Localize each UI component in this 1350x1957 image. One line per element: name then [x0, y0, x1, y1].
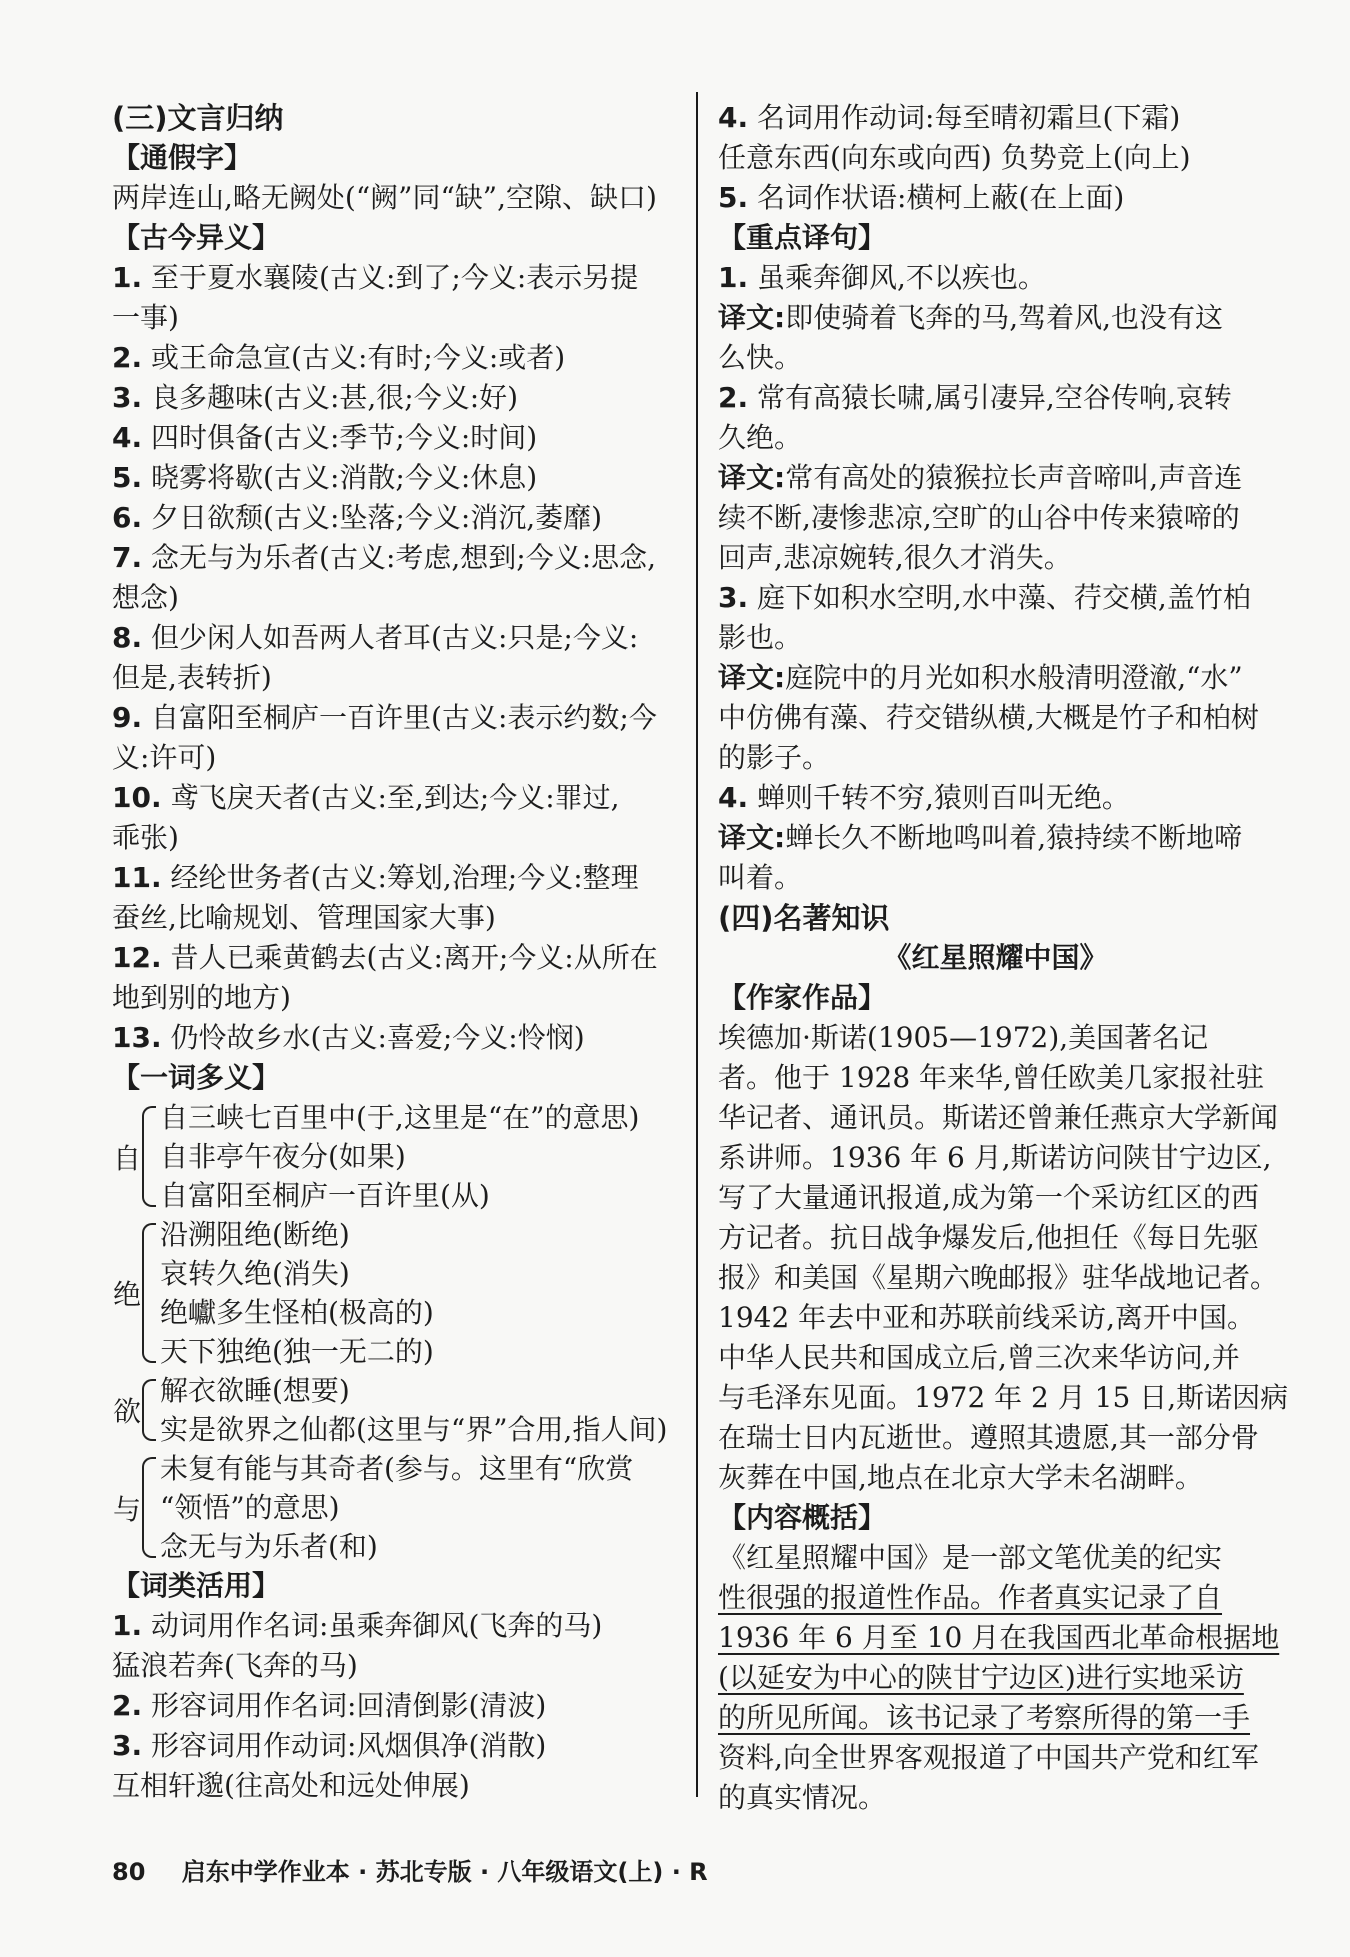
gujin-item — [112, 858, 677, 898]
author-line: 1942 年去中亚和苏联前线采访,离开中国。 — [718, 1301, 1256, 1334]
translation-label: 译文: — [718, 661, 786, 694]
gujin-list — [112, 258, 677, 1058]
item-number: 3. — [718, 581, 749, 614]
brace-icon — [142, 1457, 156, 1558]
item-number: 2. — [112, 341, 143, 374]
footer-title: 启东中学作业本 · 苏北专版 · 八年级语文(上) · R — [181, 1858, 708, 1886]
item-text: 念无与为乐者(古义:考虑,想到;今义:思念, — [151, 541, 657, 574]
gujin-item — [112, 1018, 677, 1058]
author-line: 者。他于 1928 年来华,曾任欧美几家报社驻 — [718, 1061, 1264, 1094]
author-line: 中华人民共和国成立后,曾三次来华访问,并 — [718, 1341, 1240, 1374]
item-number: 9. — [112, 701, 143, 734]
item-text: 但少闲人如吾两人者耳(古义:只是;今义: — [151, 621, 639, 654]
cilei-item — [112, 1766, 677, 1806]
source-text: 蝉则千转不穷,猿则百叫无绝。 — [757, 781, 1130, 814]
yiju-translation — [718, 338, 1273, 378]
section-title-mingzhu: (四)名著知识 — [718, 901, 890, 935]
cilei-item — [718, 178, 1273, 218]
polysemy-group — [112, 1098, 677, 1215]
cilei-item — [112, 1606, 677, 1646]
translation-label: 译文: — [718, 461, 786, 494]
polysemy-example: “领悟”的意思) — [160, 1491, 340, 1524]
cilei-list — [112, 1606, 677, 1806]
item-text: 仍怜故乡水(古义:喜爱;今义:怜悯) — [170, 1021, 585, 1054]
section-title-wenyan: (三)文言归纳 — [112, 101, 284, 135]
translation-label: 译文: — [718, 301, 786, 334]
cilei-item — [112, 1686, 677, 1726]
author-line: 方记者。抗日战争爆发后,他担任《每日先驱 — [718, 1221, 1259, 1254]
item-number: 4. — [718, 101, 749, 134]
yiju-source — [718, 378, 1273, 418]
content-line: 1936 年 6 月至 10 月在我国西北革命根据地 — [718, 1621, 1280, 1654]
author-paragraph — [718, 1018, 1289, 1498]
translation-label: 译文: — [718, 821, 786, 854]
gujin-item-cont: 想念) — [112, 581, 179, 614]
source-text: 久绝。 — [718, 421, 803, 454]
polysemy-char: 自 — [112, 1141, 141, 1175]
yiju-translation — [718, 458, 1273, 498]
cilei-list-continued — [718, 98, 1273, 218]
right-column — [718, 98, 1289, 1818]
yiju-translation — [718, 658, 1273, 698]
translation-text: 续不断,凄惨悲凉,空旷的山谷中传来猿啼的 — [718, 501, 1240, 534]
cilei-item — [112, 1726, 677, 1766]
brace-icon — [142, 1379, 156, 1441]
item-text: 经纶世务者(古义:筹划,治理;今义:整理 — [170, 861, 639, 894]
polysemy-example: 未复有能与其奇者(参与。这里有“欣赏 — [160, 1452, 634, 1485]
yiju-source — [718, 258, 1273, 298]
translation-text: 蝉长久不断地鸣叫着,猿持续不断地啼 — [785, 821, 1243, 854]
tongjiazi-line: 两岸连山,略无阙处(“阙”同“缺”,空隙、缺口) — [112, 181, 657, 214]
gujin-item — [112, 698, 677, 738]
author-line: 华记者、通讯员。斯诺还曾兼任燕京大学新闻 — [718, 1101, 1279, 1134]
polysemy-char: 绝 — [112, 1278, 141, 1311]
polysemy-example: 自三峡七百里中(于,这里是“在”的意思) — [160, 1101, 640, 1134]
heading-tongjiazi: 【通假字】 — [112, 141, 253, 174]
yiju-translation — [718, 298, 1273, 338]
polysemy-group — [112, 1215, 677, 1371]
brace-icon — [142, 1106, 156, 1207]
gujin-item-cont: 一事) — [112, 301, 179, 334]
page-number: 80 — [112, 1858, 146, 1886]
item-text: 良多趣味(古义:甚,很;今义:好) — [151, 381, 519, 414]
item-number: 3. — [112, 381, 143, 414]
yiju-translation — [718, 818, 1273, 858]
item-text: 自富阳至桐庐一百许里(古义:表示约数;今 — [151, 701, 657, 734]
brace-icon — [142, 1223, 156, 1363]
item-number: 7. — [112, 541, 143, 574]
gujin-item — [112, 498, 677, 538]
polysemy-example: 念无与为乐者(和) — [160, 1530, 378, 1563]
translation-text: 即使骑着飞奔的马,驾着风,也没有这 — [785, 301, 1224, 334]
polysemy-example: 绝巘多生怪柏(极高的) — [160, 1296, 434, 1329]
item-number: 13. — [112, 1021, 162, 1054]
cilei-item — [718, 98, 1273, 138]
polysemy-example: 天下独绝(独一无二的) — [160, 1335, 434, 1368]
gujin-item — [112, 338, 677, 378]
heading-cilei: 【词类活用】 — [112, 1569, 281, 1602]
gujin-item — [112, 618, 677, 658]
translation-text: 庭院中的月光如积水般清明澄澈,“水” — [785, 661, 1243, 694]
author-line: 写了大量通讯报道,成为第一个采访红区的西 — [718, 1181, 1259, 1214]
yiju-source — [718, 578, 1273, 618]
content-line: 的真实情况。 — [718, 1781, 887, 1814]
polysemy-items — [160, 1098, 677, 1215]
item-number: 2. — [718, 381, 749, 414]
author-line: 报》和美国《星期六晚邮报》驻华战地记者。 — [718, 1261, 1279, 1294]
polysemy-group — [112, 1371, 677, 1449]
item-text: 晓雾将歇(古义:消散;今义:休息) — [151, 461, 538, 494]
item-number: 6. — [112, 501, 143, 534]
gujin-item — [112, 258, 677, 298]
translation-text: 么快。 — [718, 341, 803, 374]
author-line: 系讲师。1936 年 6 月,斯诺访问陕甘宁边区, — [718, 1141, 1272, 1174]
gujin-item — [112, 938, 677, 978]
polysemy-example: 自富阳至桐庐一百许里(从) — [160, 1179, 490, 1212]
item-number: 10. — [112, 781, 162, 814]
yiju-translation — [718, 498, 1273, 538]
content-line: 资料,向全世界客观报道了中国共产党和红军 — [718, 1741, 1259, 1774]
polysemy-char: 与 — [112, 1492, 141, 1526]
item-number: 4. — [112, 421, 143, 454]
item-number: 5. — [718, 181, 749, 214]
item-text: 形容词用作动词:风烟俱净(消散) — [151, 1729, 547, 1762]
translation-text: 回声,悲凉婉转,很久才消失。 — [718, 541, 1072, 574]
gujin-item-cont: 地到别的地方) — [112, 981, 291, 1014]
item-number: 1. — [112, 1609, 143, 1642]
author-line: 灰葬在中国,地点在北京大学未名湖畔。 — [718, 1461, 1203, 1494]
gujin-item-cont: 义:许可) — [112, 741, 217, 774]
source-text: 影也。 — [718, 621, 803, 654]
gujin-item-cont: 但是,表转折) — [112, 661, 272, 694]
content-line: 的所见所闻。该书记录了考察所得的第一手 — [718, 1701, 1251, 1734]
gujin-item — [112, 418, 677, 458]
source-text: 虽乘奔御风,不以疾也。 — [757, 261, 1046, 294]
polysemy-items — [160, 1371, 677, 1449]
item-text: 鸢飞戾天者(古义:至,到达;今义:罪过, — [170, 781, 620, 814]
yicimanyi-groups — [112, 1098, 677, 1566]
item-text: 至于夏水襄陵(古义:到了;今义:表示另提 — [151, 261, 639, 294]
yiju-translation — [718, 858, 1273, 898]
page-footer — [112, 1852, 708, 1887]
gujin-item — [112, 458, 677, 498]
item-number: 1. — [718, 261, 749, 294]
heading-yiju: 【重点译句】 — [718, 221, 887, 254]
translation-text: 叫着。 — [718, 861, 803, 894]
item-number: 3. — [112, 1729, 143, 1762]
translation-text: 的影子。 — [718, 741, 831, 774]
item-text: 夕日欲颓(古义:坠落;今义:消沉,萎靡) — [151, 501, 603, 534]
polysemy-items — [160, 1215, 677, 1371]
item-text: 猛浪若奔(飞奔的马) — [112, 1649, 358, 1682]
heading-author: 【作家作品】 — [718, 981, 887, 1014]
translation-text: 中仿佛有藻、荇交错纵横,大概是竹子和柏树 — [718, 701, 1259, 734]
item-text: 形容词用作名词:回清倒影(清波) — [151, 1689, 547, 1722]
item-number: 5. — [112, 461, 143, 494]
item-text: 任意东西(向东或向西) 负势竞上(向上) — [718, 141, 1191, 174]
item-text: 互相轩邈(往高处和远处伸展) — [112, 1769, 470, 1802]
polysemy-example: 自非亭午夜分(如果) — [160, 1140, 406, 1173]
content-paragraph — [718, 1538, 1280, 1818]
column-divider — [696, 92, 698, 1797]
polysemy-items — [160, 1449, 677, 1566]
yiju-translation — [718, 538, 1273, 578]
item-number: 8. — [112, 621, 143, 654]
book-title: 《红星照耀中国》 — [883, 941, 1108, 974]
item-text: 名词用作动词:每至晴初霜旦(下霜) — [757, 101, 1181, 134]
yiju-list — [718, 258, 1273, 898]
polysemy-group — [112, 1449, 677, 1566]
gujin-item-cont: 蚕丝,比喻规划、管理国家大事) — [112, 901, 496, 934]
polysemy-example: 实是欲界之仙都(这里与“界”合用,指人间) — [160, 1413, 668, 1446]
item-text: 名词作状语:横柯上蔽(在上面) — [757, 181, 1125, 214]
item-number: 1. — [112, 261, 143, 294]
heading-content: 【内容概括】 — [718, 1501, 887, 1534]
gujin-item-cont: 乖张) — [112, 821, 179, 854]
heading-yicimanyi: 【一词多义】 — [112, 1061, 281, 1094]
polysemy-char: 欲 — [112, 1395, 141, 1428]
content-line: 《红星照耀中国》是一部文笔优美的纪实 — [718, 1541, 1223, 1574]
yiju-source — [718, 418, 1273, 458]
source-text: 常有高猿长啸,属引凄异,空谷传响,哀转 — [757, 381, 1232, 414]
cilei-item — [112, 1646, 677, 1686]
item-text: 昔人已乘黄鹤去(古义:离开;今义:从所在 — [170, 941, 658, 974]
item-text: 动词用作名词:虽乘奔御风(飞奔的马) — [151, 1609, 603, 1642]
item-number: 11. — [112, 861, 162, 894]
polysemy-example: 解衣欲睡(想要) — [160, 1374, 350, 1407]
gujin-item — [112, 778, 677, 818]
yiju-translation — [718, 698, 1273, 738]
cilei-item — [718, 138, 1273, 178]
source-text: 庭下如积水空明,水中藻、荇交横,盖竹柏 — [757, 581, 1251, 614]
yiju-source — [718, 618, 1273, 658]
author-line: 埃德加·斯诺(1905—1972),美国著名记 — [718, 1021, 1209, 1054]
content-line: 性很强的报道性作品。作者真实记录了自 — [718, 1581, 1223, 1614]
yiju-translation — [718, 738, 1273, 778]
item-number: 2. — [112, 1689, 143, 1722]
item-number: 4. — [718, 781, 749, 814]
author-line: 与毛泽东见面。1972 年 2 月 15 日,斯诺因病 — [718, 1381, 1289, 1414]
left-column — [112, 98, 677, 1806]
gujin-item — [112, 378, 677, 418]
item-number: 12. — [112, 941, 162, 974]
content-line: (以延安为中心的陕甘宁边区)进行实地采访 — [718, 1661, 1244, 1694]
heading-gujin: 【古今异义】 — [112, 221, 281, 254]
polysemy-example: 哀转久绝(消失) — [160, 1257, 350, 1290]
gujin-item — [112, 538, 677, 578]
author-line: 在瑞士日内瓦逝世。遵照其遗愿,其一部分骨 — [718, 1421, 1259, 1454]
item-text: 或王命急宣(古义:有时;今义:或者) — [151, 341, 566, 374]
polysemy-example: 沿溯阻绝(断绝) — [160, 1218, 350, 1251]
yiju-source — [718, 778, 1273, 818]
translation-text: 常有高处的猿猴拉长声音啼叫,声音连 — [785, 461, 1243, 494]
item-text: 四时俱备(古义:季节;今义:时间) — [151, 421, 538, 454]
